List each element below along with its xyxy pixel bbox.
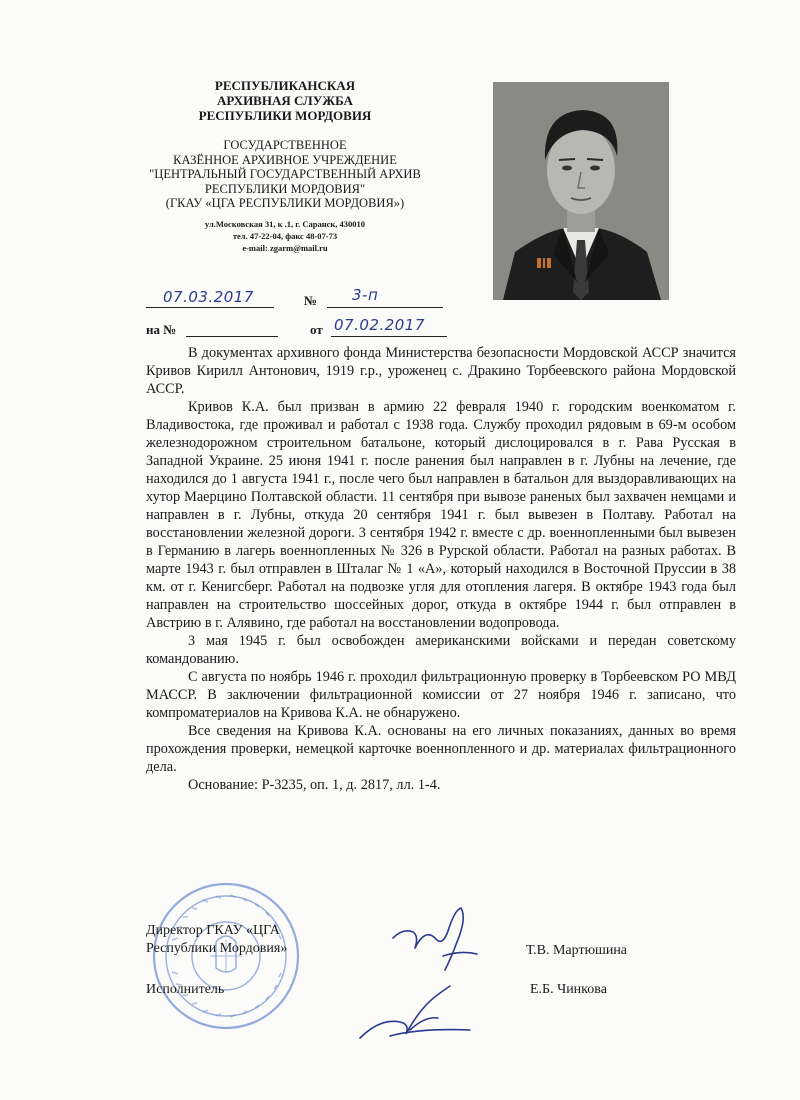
letterhead-org-line: РЕСПУБЛИКИ МОРДОВИЯ bbox=[198, 108, 372, 123]
director-title-line1: Директор ГКАУ «ЦГА bbox=[146, 923, 280, 938]
number-label: № bbox=[304, 293, 318, 308]
executor-name: Е.Б. Чинкова bbox=[530, 982, 607, 997]
director-signature bbox=[385, 898, 485, 978]
letterhead-address bbox=[120, 218, 450, 254]
incoming-date-handwritten: 07.02.2017 bbox=[334, 316, 425, 334]
director-title-line2: Республики Мордовия» bbox=[146, 941, 288, 956]
letterhead-organization bbox=[120, 78, 450, 123]
portrait-photo-drawing bbox=[493, 82, 669, 300]
incoming-date-underline bbox=[331, 336, 447, 337]
letterhead-inst-line: РЕСПУБЛИКИ МОРДОВИЯ" bbox=[204, 181, 366, 196]
body-paragraph: Кривов К.А. был призван в армию 22 февраля 1940 г. городским военкоматом г. Владивостока, где проживал и работал с 1938 года. Службу проходил рядовым в 69-м особом железнодорожном строительном батальоне, который дислоцировался в г. Рава Русская в Западной Украине. 25 июня 1941 г. после ранения был направлен в г. Лубны на лечение, где находился до 1 августа 1941 г., после чего был направлен в батальон для выздоравливающих на хутор Маерцино Полтавской области. 11 сентября при вывозе раненых был захвачен немцами и направлен в г. Лубны, откуда 20 сентября 1941 г. был вывезен в Полтаву. Работал на восстановлении железной дороги. 3 сентября 1942 г. вместе с др. военнопленными был вывезен в Германию в лагерь военнопленных № 326 в Рурской области. Работал на разных работах. В марте 1943 г. был отправлен в Шталаг № 1 «А», который находился в Восточной Пруссии в 38 км. от г. Кенигсберг. Работал на подвозке угля для отопления лагеря. В октябре 1943 года был направлен на строительство шоссейных дорог, откуда в октябре 1944 г. был отправлен в Австрию в г. Алявино, где работал на восстановлении водопровода. bbox=[146, 399, 736, 631]
body-paragraph: 3 мая 1945 г. был освобожден американскими войсками и передан советскому командованию. bbox=[146, 633, 736, 667]
body-paragraph: В документах архивного фонда Министерства безопасности Мордовской АССР значится Кривов Кирилл Антонович, 1919 г.р., уроженец с. Дракино Торбеевского района Мордовской АССР. bbox=[146, 345, 736, 397]
letterhead-inst-line: "ЦЕНТРАЛЬНЫЙ ГОСУДАРСТВЕННЫЙ АРХИВ bbox=[149, 167, 421, 181]
address-line: e-mail: zgarm@mail.ru bbox=[242, 243, 328, 253]
executor-signature bbox=[350, 978, 480, 1048]
from-label: от bbox=[310, 322, 323, 337]
certificate-body bbox=[146, 344, 736, 794]
body-paragraph: Все сведения на Кривова К.А. основаны на его личных показаниях, данных во время прохождения проверки, немецкой карточке военнопленного и др. материалах фильтрационного дела. bbox=[146, 723, 736, 775]
address-line: ул.Московская 31, к .1, г. Саранск, 430010 bbox=[204, 219, 366, 229]
letterhead-org-line: АРХИВНАЯ СЛУЖБА bbox=[217, 93, 353, 108]
executor-title: Исполнитель bbox=[146, 982, 225, 997]
body-paragraph-basis: Основание: Р-3235, оп. 1, д. 2817, лл. 1-4. bbox=[188, 777, 441, 793]
outgoing-date-underline bbox=[146, 307, 274, 308]
outgoing-number-underline bbox=[327, 307, 443, 308]
letterhead-inst-line: КАЗЁННОЕ АРХИВНОЕ УЧРЕЖДЕНИЕ bbox=[173, 152, 397, 167]
body-paragraph: С августа по ноябрь 1946 г. проходил фильтрационную проверку в Торбеевском РО МВД МАССР. В заключении фильтрационной комиссии от 27 ноября 1946 г. записано, что компроматериалов на Кривова К.А. не обнаружено. bbox=[146, 669, 736, 721]
letterhead-org-line: РЕСПУБЛИКАНСКАЯ bbox=[214, 78, 356, 93]
letterhead-institution bbox=[120, 138, 450, 211]
on-number-underline bbox=[186, 336, 278, 337]
letterhead-inst-line: ГОСУДАРСТВЕННОЕ bbox=[223, 138, 347, 152]
letterhead-inst-line: (ГКАУ «ЦГА РЕСПУБЛИКИ МОРДОВИЯ») bbox=[165, 196, 405, 210]
outgoing-date-handwritten: 07.03.2017 bbox=[163, 288, 254, 306]
portrait-photo bbox=[493, 82, 669, 300]
outgoing-number-handwritten: 3-п bbox=[352, 286, 379, 304]
on-number-label: на № bbox=[146, 322, 177, 337]
address-line: тел. 47-22-04, факс 48-07-73 bbox=[232, 231, 338, 241]
director-name: Т.В. Мартюшина bbox=[526, 943, 628, 958]
